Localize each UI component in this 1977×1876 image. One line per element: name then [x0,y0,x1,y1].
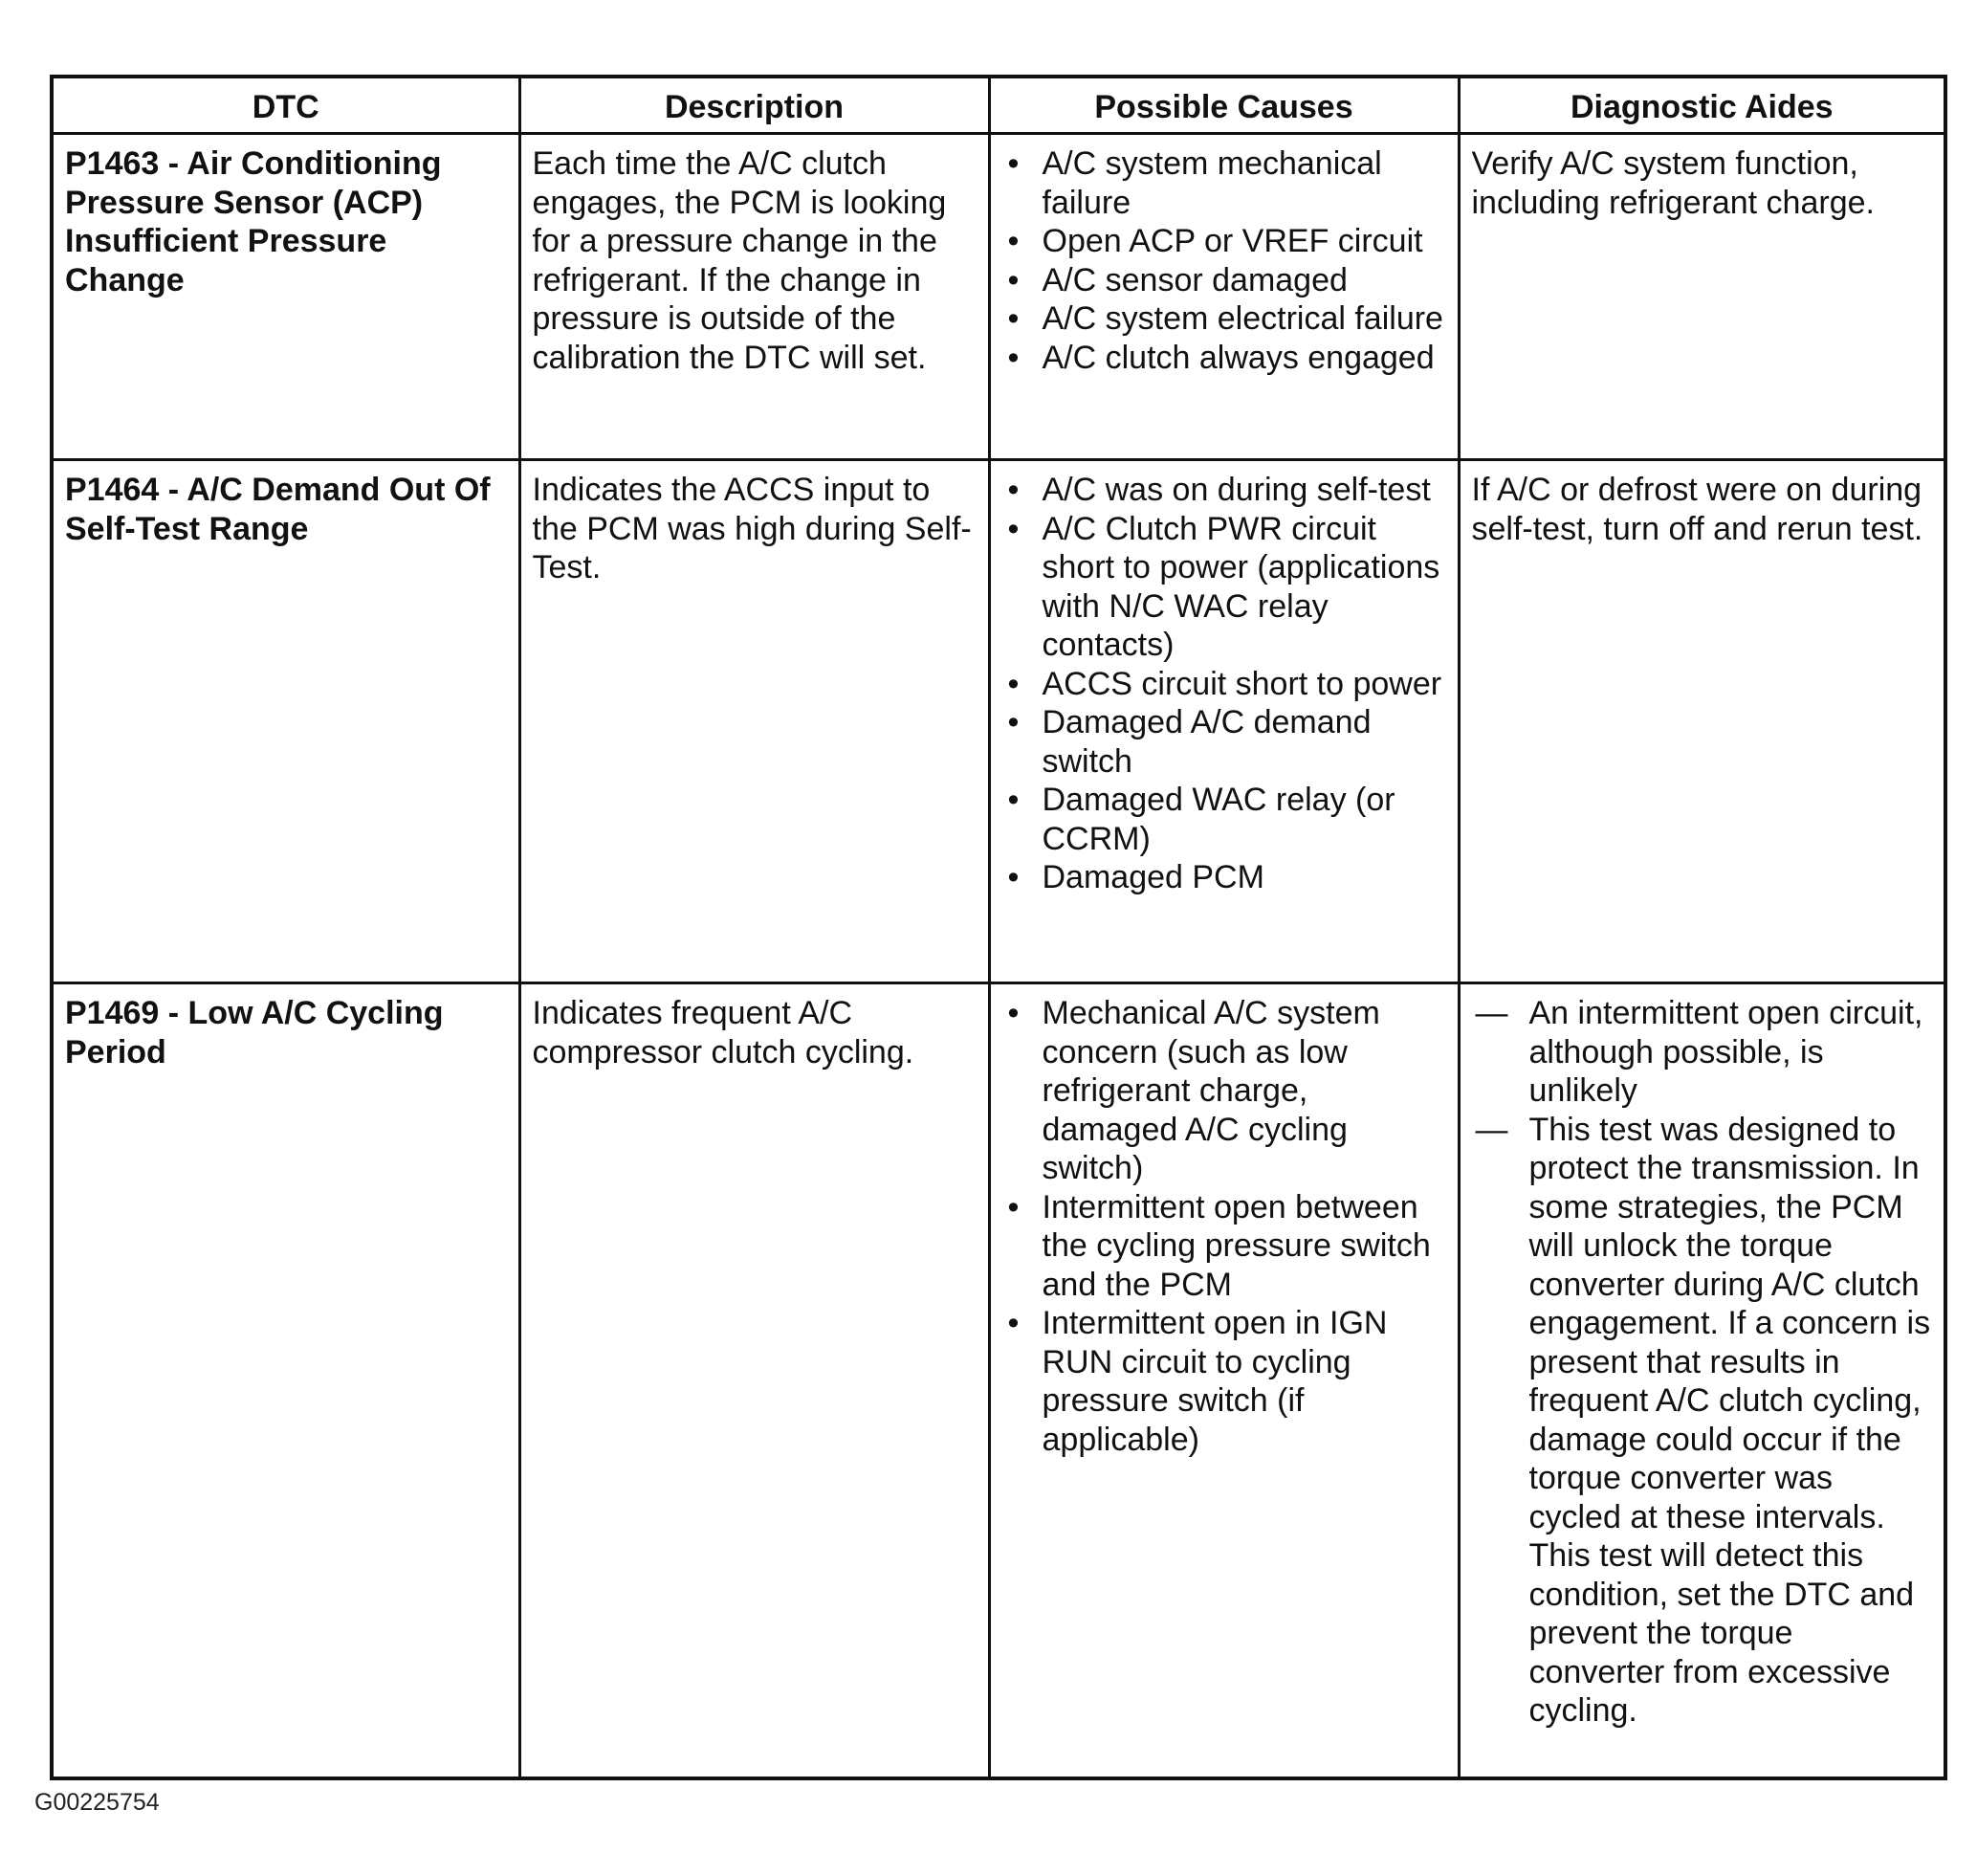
figure-id-label: G00225754 [34,1789,160,1816]
cause-item: • Mechanical A/C system concern (such as low refrigerant charge, damaged A/C cycling switch) [1002,994,1446,1188]
description-cell: Indicates frequent A/C compressor clutch cycling. [519,983,989,1779]
cause-item: • A/C clutch always engaged [1002,339,1446,378]
causes-list [1002,471,1446,897]
cause-item: • Open ACP or VREF circuit [1002,222,1446,261]
cause-item: • Damaged PCM [1002,858,1446,897]
cause-item: • A/C system mechanical failure [1002,144,1446,222]
cause-item: • Damaged WAC relay (or CCRM) [1002,781,1446,858]
dtc-code-cell: P1469 - Low A/C Cycling Period [52,983,519,1779]
dtc-code-cell: P1463 - Air Conditioning Pressure Sensor (ACP) Insufficient Pressure Change [52,134,519,460]
aides-list [1472,994,1933,1731]
cause-item: • A/C system electrical failure [1002,299,1446,339]
dtc-table [50,75,1947,1780]
cause-item: • Intermittent open in IGN RUN circuit to cycling pressure switch (if applicable) [1002,1304,1446,1459]
possible-causes-cell [989,134,1459,460]
causes-list [1002,144,1446,377]
possible-causes-cell [989,460,1459,983]
header-dtc: DTC [52,77,519,134]
table-row [52,983,1945,1779]
description-cell: Indicates the ACCS input to the PCM was high during Self-Test. [519,460,989,983]
diagnostic-aides-cell [1459,983,1945,1779]
cause-item: • A/C was on during self-test [1002,471,1446,510]
cause-item: • Intermittent open between the cycling pressure switch and the PCM [1002,1188,1446,1305]
cause-item: • Damaged A/C demand switch [1002,703,1446,781]
header-possible-causes: Possible Causes [989,77,1459,134]
header-description: Description [519,77,989,134]
cause-item: • A/C Clutch PWR circuit short to power (applications with N/C WAC relay contacts) [1002,510,1446,665]
diagnostic-aides-cell: Verify A/C system function, including refrigerant charge. [1459,134,1945,460]
possible-causes-cell [989,983,1459,1779]
diagnostic-aides-cell: If A/C or defrost were on during self-test, turn off and rerun test. [1459,460,1945,983]
header-diagnostic-aides: Diagnostic Aides [1459,77,1945,134]
aide-item: — An intermittent open circuit, although possible, is unlikely [1472,994,1933,1111]
cause-item: • ACCS circuit short to power [1002,665,1446,704]
table-row [52,460,1945,983]
aide-item: — This test was designed to protect the transmission. In some strategies, the PCM will unlock the torque converter during A/C clutch engagement. If a concern is present that results in frequent A/C clutch cycling, damage could occur if the torque converter was cycled at these intervals. This test will detect this condition, set the DTC and prevent the torque converter from excessive cycling. [1472,1111,1933,1731]
description-cell: Each time the A/C clutch engages, the PCM is looking for a pressure change in the refrigerant. If the change in pressure is outside of the calibration the DTC will set. [519,134,989,460]
cause-item: • A/C sensor damaged [1002,261,1446,300]
table-header-row [52,77,1945,134]
dtc-code-cell: P1464 - A/C Demand Out Of Self-Test Range [52,460,519,983]
table-row [52,134,1945,460]
causes-list [1002,994,1446,1459]
